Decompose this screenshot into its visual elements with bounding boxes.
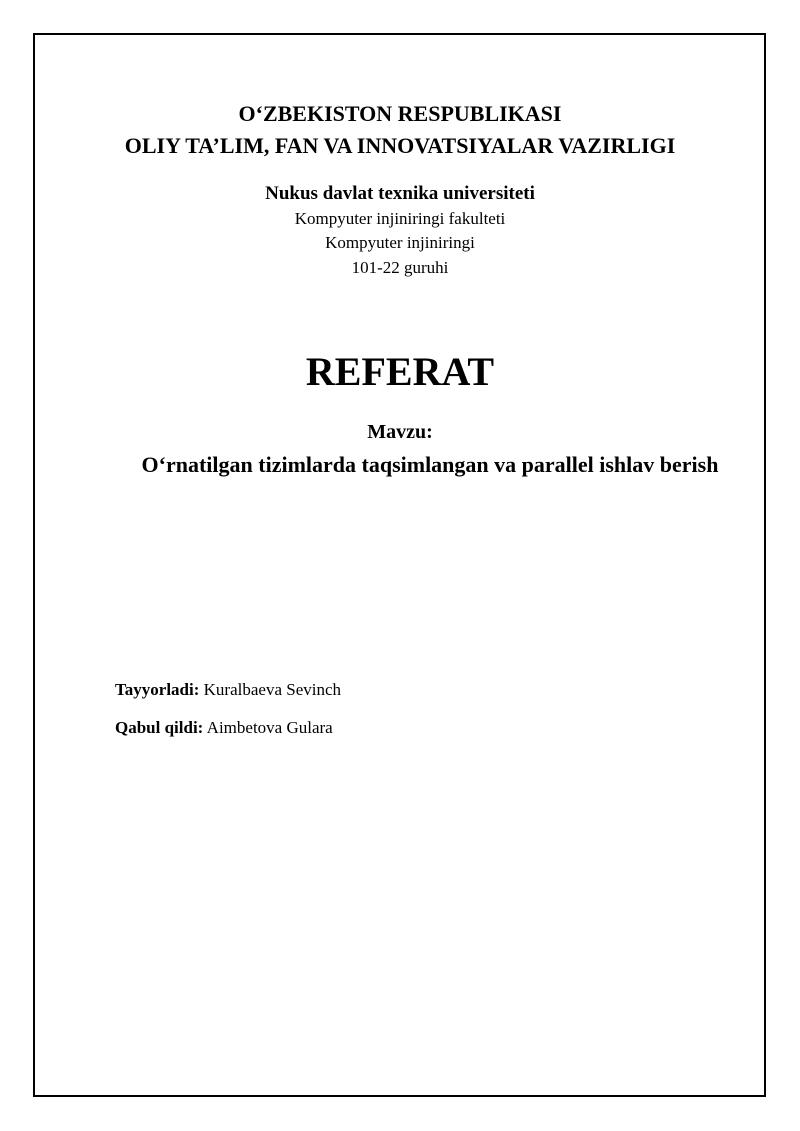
group-number: 101-22 guruhi: [351, 258, 449, 277]
accepted-by-line: [115, 716, 333, 740]
ministry-title: OLIY TA’LIM, FAN VA INNOVATSIYALAR VAZIRLIGI: [124, 133, 676, 158]
prepared-by-name: Kuralbaeva Sevinch: [203, 680, 342, 699]
topic-label: Mavzu:: [367, 421, 433, 443]
prepared-by-label: Tayyorladi:: [115, 680, 200, 699]
republic-title: O‘ZBEKISTON RESPUBLIKASI: [238, 101, 562, 126]
faculty-name: Kompyuter injiniringi fakulteti: [294, 209, 506, 228]
specialty-name: Kompyuter injiniringi: [325, 233, 475, 252]
prepared-by-line: [115, 678, 341, 702]
accepted-by-name: Aimbetova Gulara: [206, 718, 333, 737]
document-type-heading: REFERAT: [305, 349, 495, 394]
accepted-by-label: Qabul qildi:: [115, 718, 204, 737]
university-name: Nukus davlat texnika universiteti: [265, 183, 535, 204]
topic-title: O‘rnatilgan tizimlarda taqsimlangan va parallel ishlav berish: [141, 452, 719, 477]
